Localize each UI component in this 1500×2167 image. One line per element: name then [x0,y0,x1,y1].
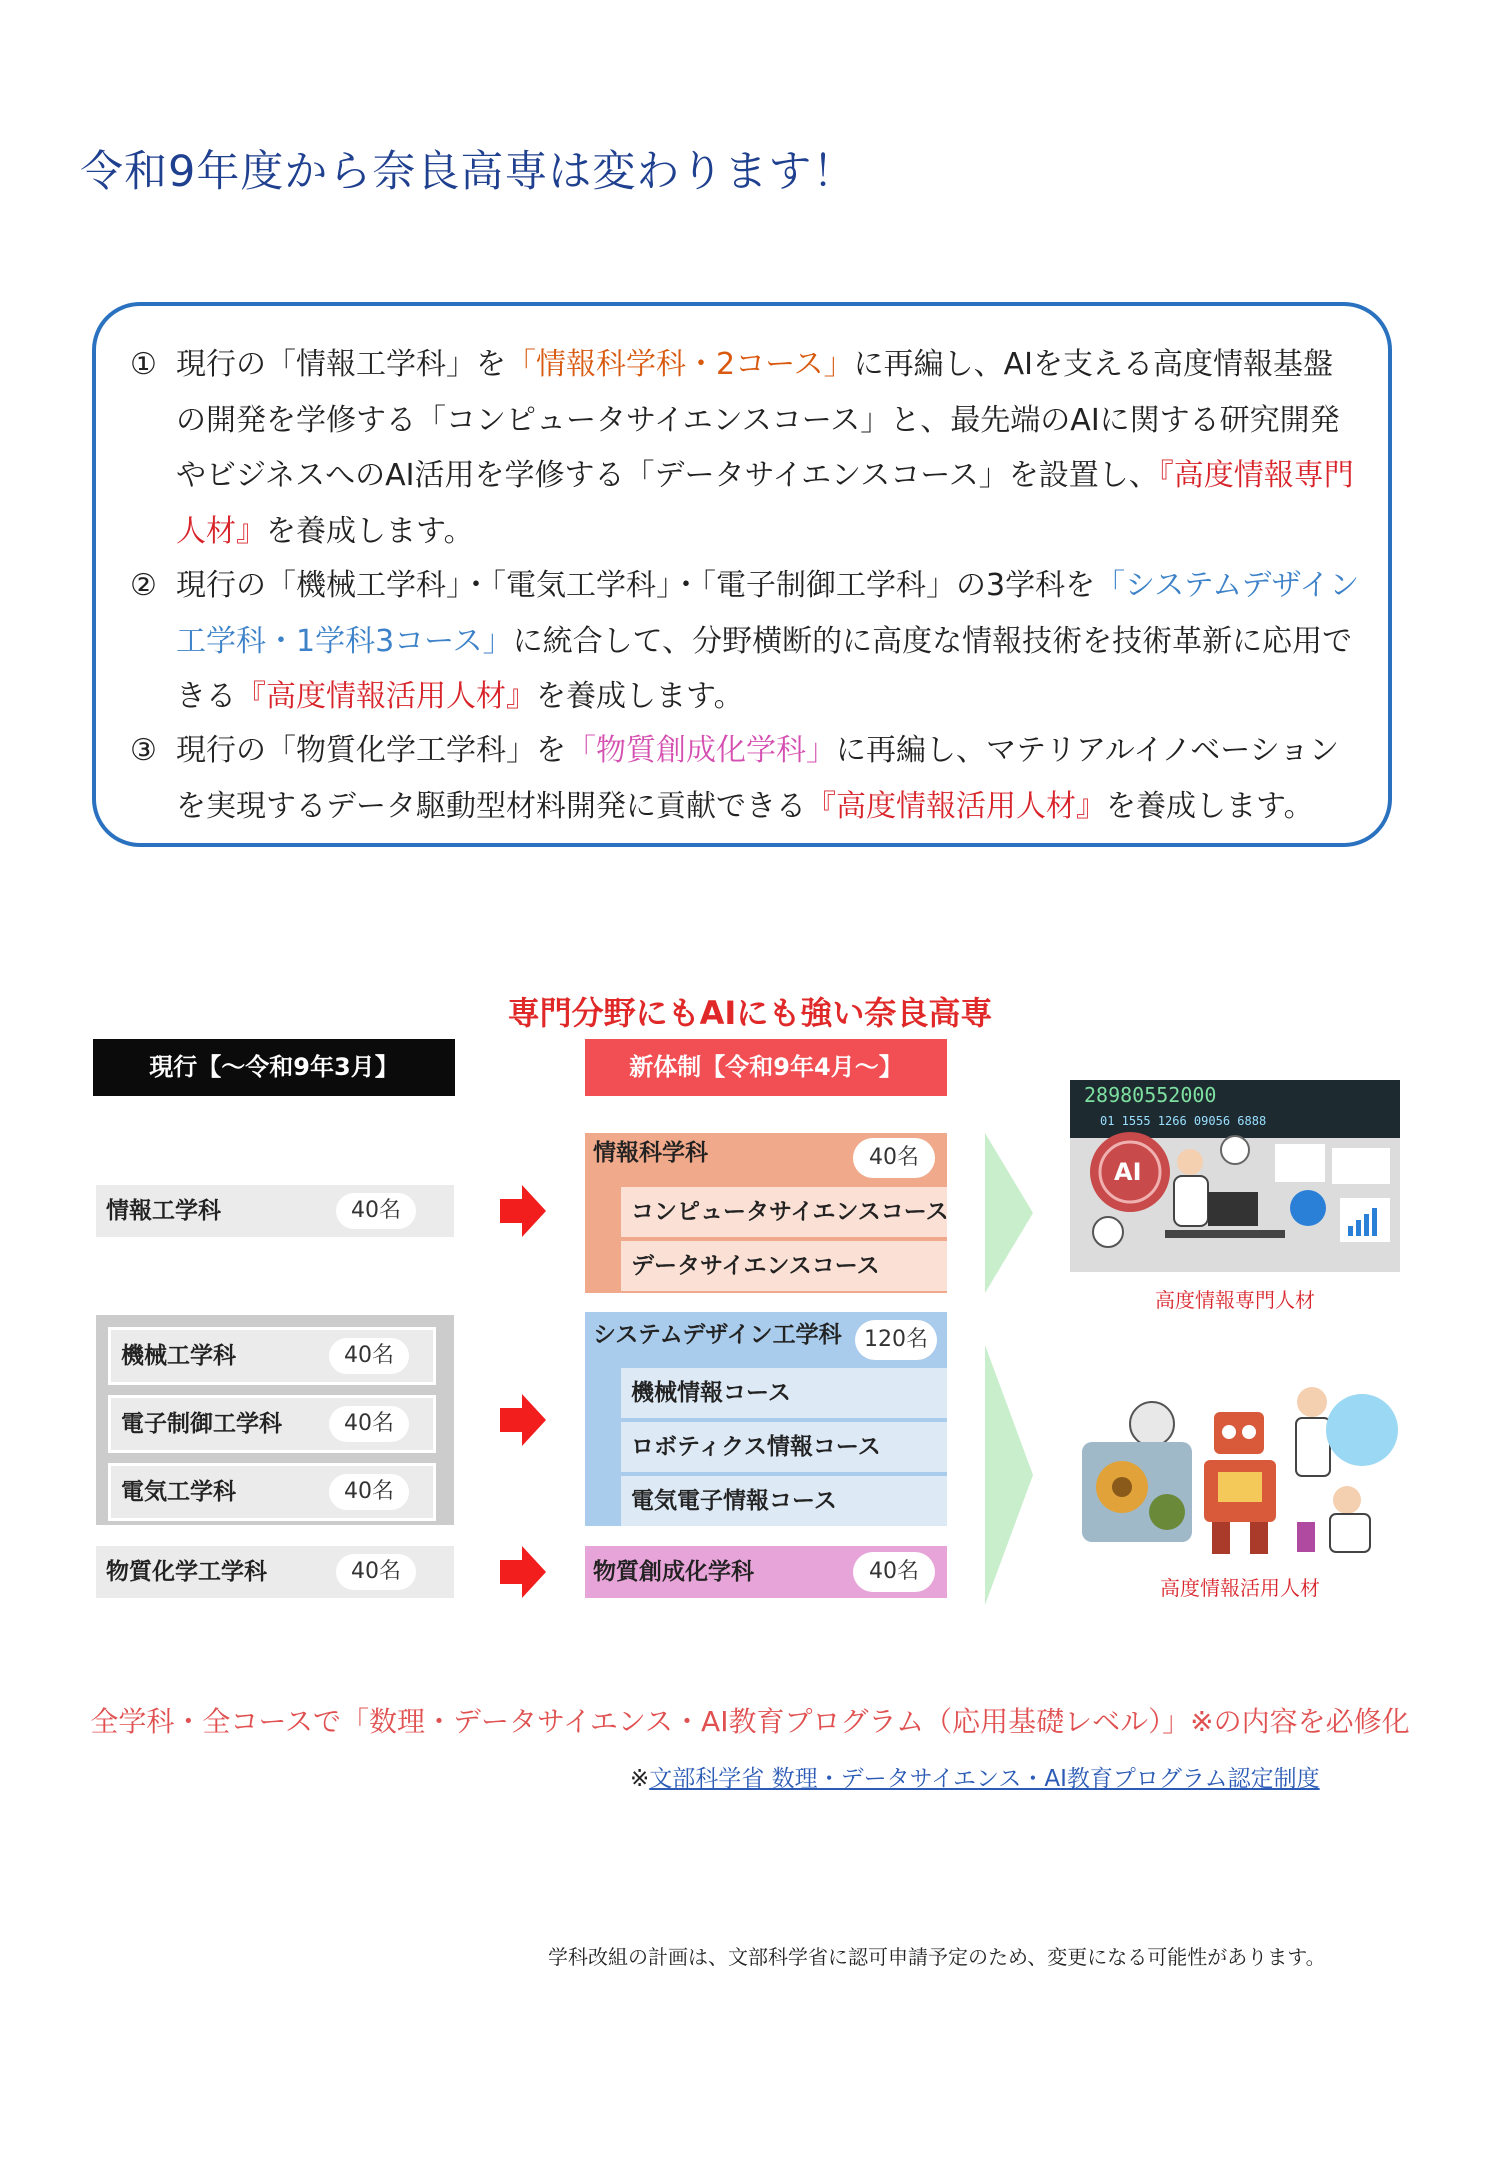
text: を養成します。 [1106,788,1314,824]
text: に再編し、マテリアルイノベーションを実現するデータ駆動型材料開発に貢献できる [176,733,1340,824]
capacity-badge: 40名 [853,1552,935,1592]
program-note: 全学科・全コースで「数理・データサイエンス・AI教育プログラム（応用基礎レベル）」※の内容を必修化 [90,1705,1410,1738]
summary-point-3 [130,723,1360,834]
red-arrow-icon [500,1185,546,1237]
green-chevron-icon [985,1345,1033,1605]
ai-badge: AI [1114,1158,1142,1186]
summary-point-2 [130,558,1360,725]
text: に再編し、AIを支える高度情報基盤の開発を学修する「コンピュータサイエンスコース」と、最先端のAIに関する研究開発やビジネスへのAI活用を学修する「データサイエンスコース」を設置し、 [176,347,1340,493]
current-dept-ctrl [108,1395,436,1453]
ai-engineer-illustration [1070,1080,1400,1272]
robot-lab-illustration [1072,1372,1408,1562]
reference-mark: ※ [630,1766,650,1792]
dept-name: 情報科学科 [593,1140,708,1166]
new-dept-sys [585,1312,947,1526]
current-dept-mech [108,1327,436,1385]
highlight-dept: 「システムデザイン工学科・1学科3コース」 [176,568,1360,659]
dept-name: 物質創成化学科 [593,1559,754,1585]
point-number: ③ [130,733,157,768]
highlight-talent: 『高度情報活用人材』 [236,679,536,714]
disclaimer: 学科改組の計画は、文部科学省に認可申請予定のため、変更になる可能性があります。 [548,1945,1326,1969]
highlight-talent: 『高度情報専門人材』 [176,458,1354,549]
dept-name: 電気工学科 [121,1479,236,1505]
new-header: 新体制【令和9年4月～】 [585,1039,947,1096]
capacity-badge: 40名 [336,1193,416,1229]
red-arrow-icon [500,1546,546,1598]
capacity-badge: 40名 [329,1474,409,1510]
current-dept-chem [96,1546,454,1598]
text: を養成します。 [536,679,744,714]
dept-name: システムデザイン工学科 [593,1322,842,1348]
page-title: 令和9年度から奈良高専は変わります！ [80,147,857,197]
current-dept-elec [108,1463,436,1521]
course-item: ロボティクス情報コース [621,1422,947,1472]
text: を養成します。 [266,513,474,549]
green-chevron-icon [985,1133,1033,1293]
capacity-badge: 40名 [329,1406,409,1442]
svg-text:01 1555 1266 09056 6888: 01 1555 1266 09056 6888 [1100,1114,1267,1128]
course-item: 電気電子情報コース [621,1476,947,1526]
new-dept-info [585,1133,947,1293]
red-arrow-icon [500,1394,546,1446]
point-number: ② [130,568,157,603]
dept-name: 物質化学工学科 [106,1559,267,1585]
highlight-talent: 『高度情報活用人材』 [806,788,1106,824]
dept-name: 電子制御工学科 [121,1411,282,1437]
current-header: 現行【～令和9年3月】 [93,1039,455,1096]
text: に統合して、分野横断的に高度な情報技術を技術革新に応用できる [176,623,1353,714]
text: 現行の「物質化学工学科」を [176,733,566,768]
current-dept-group [96,1315,454,1525]
summary-point-1 [130,337,1360,559]
point-number: ① [130,347,157,382]
highlight-dept: 「情報科学科・2コース」 [506,347,854,382]
dept-name: 機械工学科 [121,1343,236,1369]
highlight-dept: 「物質創成化学科」 [566,733,836,768]
capacity-badge: 120名 [855,1320,937,1360]
reference-link[interactable]: 文部科学省 数理・データサイエンス・AI教育プログラム認定制度 [649,1766,1320,1792]
new-dept-chem [585,1546,947,1598]
diagram-headline: 専門分野にもAIにも強い奈良高専 [507,994,993,1032]
text: 現行の「機械工学科」・「電気工学科」・「電子制御工学科」の3学科を [176,568,1096,603]
course-item: コンピュータサイエンスコース [621,1187,947,1237]
text: 現行の「情報工学科」を [176,347,506,382]
dept-name: 情報工学科 [106,1198,221,1224]
capacity-badge: 40名 [853,1138,935,1178]
reference-note [630,1760,1320,1793]
outcome-caption-2: 高度情報活用人材 [1160,1576,1320,1600]
outcome-caption-1: 高度情報専門人材 [1155,1288,1315,1312]
capacity-badge: 40名 [329,1338,409,1374]
course-item: 機械情報コース [621,1368,947,1418]
digits-text: 28980552000 [1084,1083,1217,1107]
course-item: データサイエンスコース [621,1241,947,1291]
capacity-badge: 40名 [336,1554,416,1590]
current-dept-info [96,1185,454,1237]
